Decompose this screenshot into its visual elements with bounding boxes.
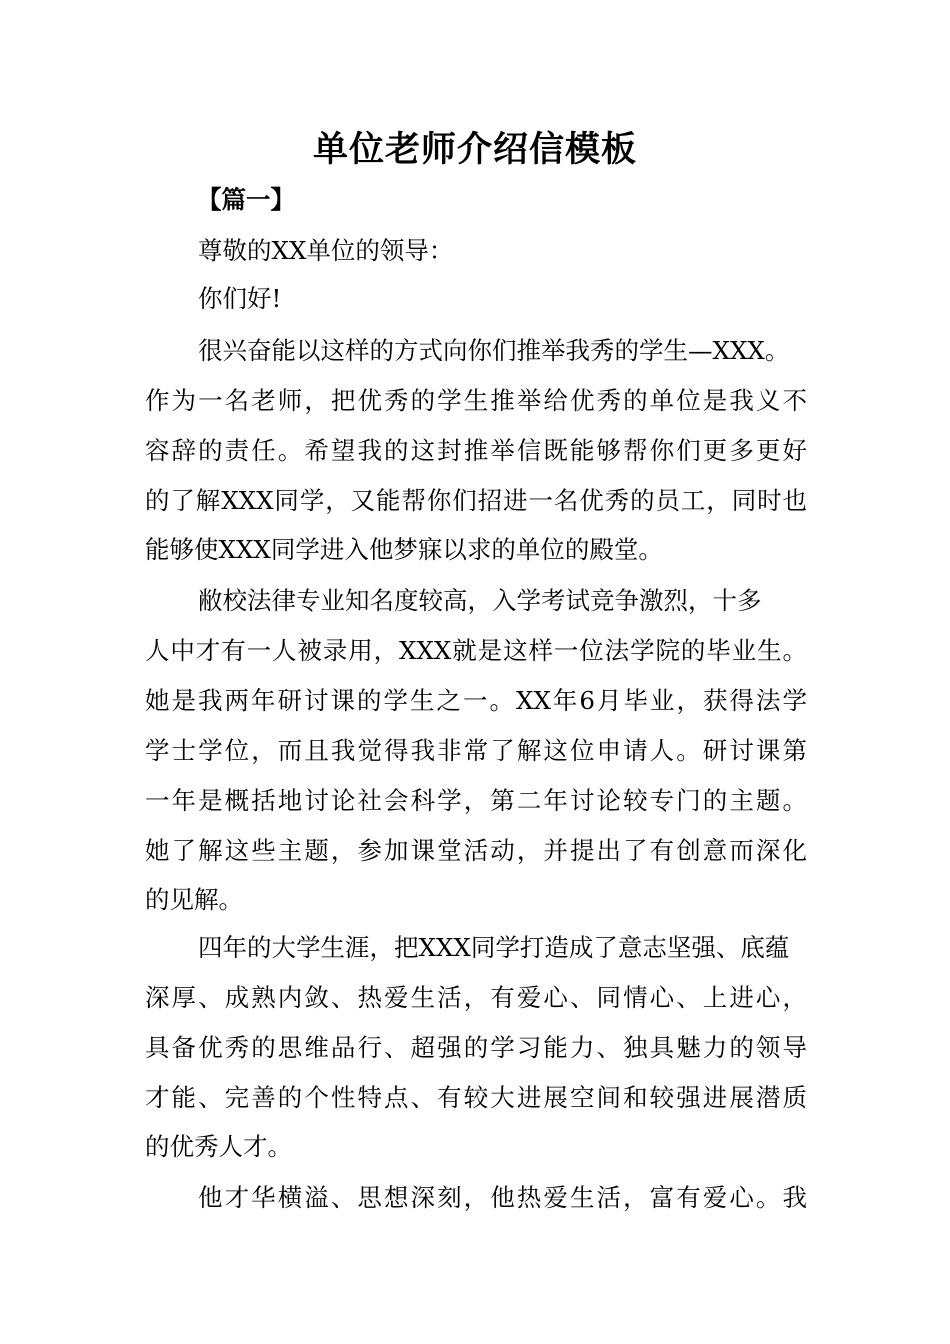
paragraph-line: 她了解这些主题，参加课堂活动，并提出了有创意而深化 (145, 836, 807, 865)
paragraph-line: 他才华横溢、思想深刻，他热爱生活，富有爱心。我 (198, 1183, 807, 1212)
salutation: 尊敬的XX单位的领导： (198, 236, 454, 265)
paragraph-line: 才能、完善的个性特点、有较大进展空间和较强进展潜质 (145, 1083, 807, 1112)
paragraph-line: 的了解XXX同学，又能帮你们招进一名优秀的员工，同时也 (145, 486, 807, 515)
section-label: 【篇一】 (197, 185, 295, 214)
paragraph-line: 容辞的责任。希望我的这封推举信既能够帮你们更多更好 (145, 436, 807, 465)
paragraph-line: 深厚、成熟内敛、热爱生活，有爱心、同情心、上进心， (145, 983, 807, 1012)
paragraph-line: 的见解。 (145, 885, 243, 914)
paragraph-line: 具备优秀的思维品行、超强的学习能力、独具魅力的领导 (145, 1033, 807, 1062)
document-title: 单位老师介绍信模板 (312, 130, 637, 170)
paragraph-line: 的优秀人才。 (145, 1132, 292, 1161)
paragraph-line: 学士学位，而且我觉得我非常了解这位申请人。研讨课第 (145, 736, 807, 765)
paragraph-line: 作为一名老师，把优秀的学生推举给优秀的单位是我义不 (145, 386, 807, 415)
paragraph-line: 人中才有一人被录用，XXX就是这样一位法学院的毕业生。 (145, 636, 807, 665)
greeting: 你们好! (198, 284, 282, 313)
paragraph-line: 很兴奋能以这样的方式向你们推举我秀的学生—XXX。 (198, 336, 790, 365)
paragraph-line: 四年的大学生涯，把XXX同学打造成了意志坚强、底蕴 (198, 933, 790, 962)
paragraph-line: 她是我两年研讨课的学生之一。XX年6月毕业，获得法学 (145, 686, 807, 715)
paragraph-line: 一年是概括地讨论社会科学，第二年讨论较专门的主题。 (145, 786, 807, 815)
paragraph-line: 敝校法律专业知名度较高，入学考试竞争激烈，十多 (198, 586, 762, 615)
paragraph-line: 能够使XXX同学进入他梦寐以求的单位的殿堂。 (145, 535, 663, 564)
